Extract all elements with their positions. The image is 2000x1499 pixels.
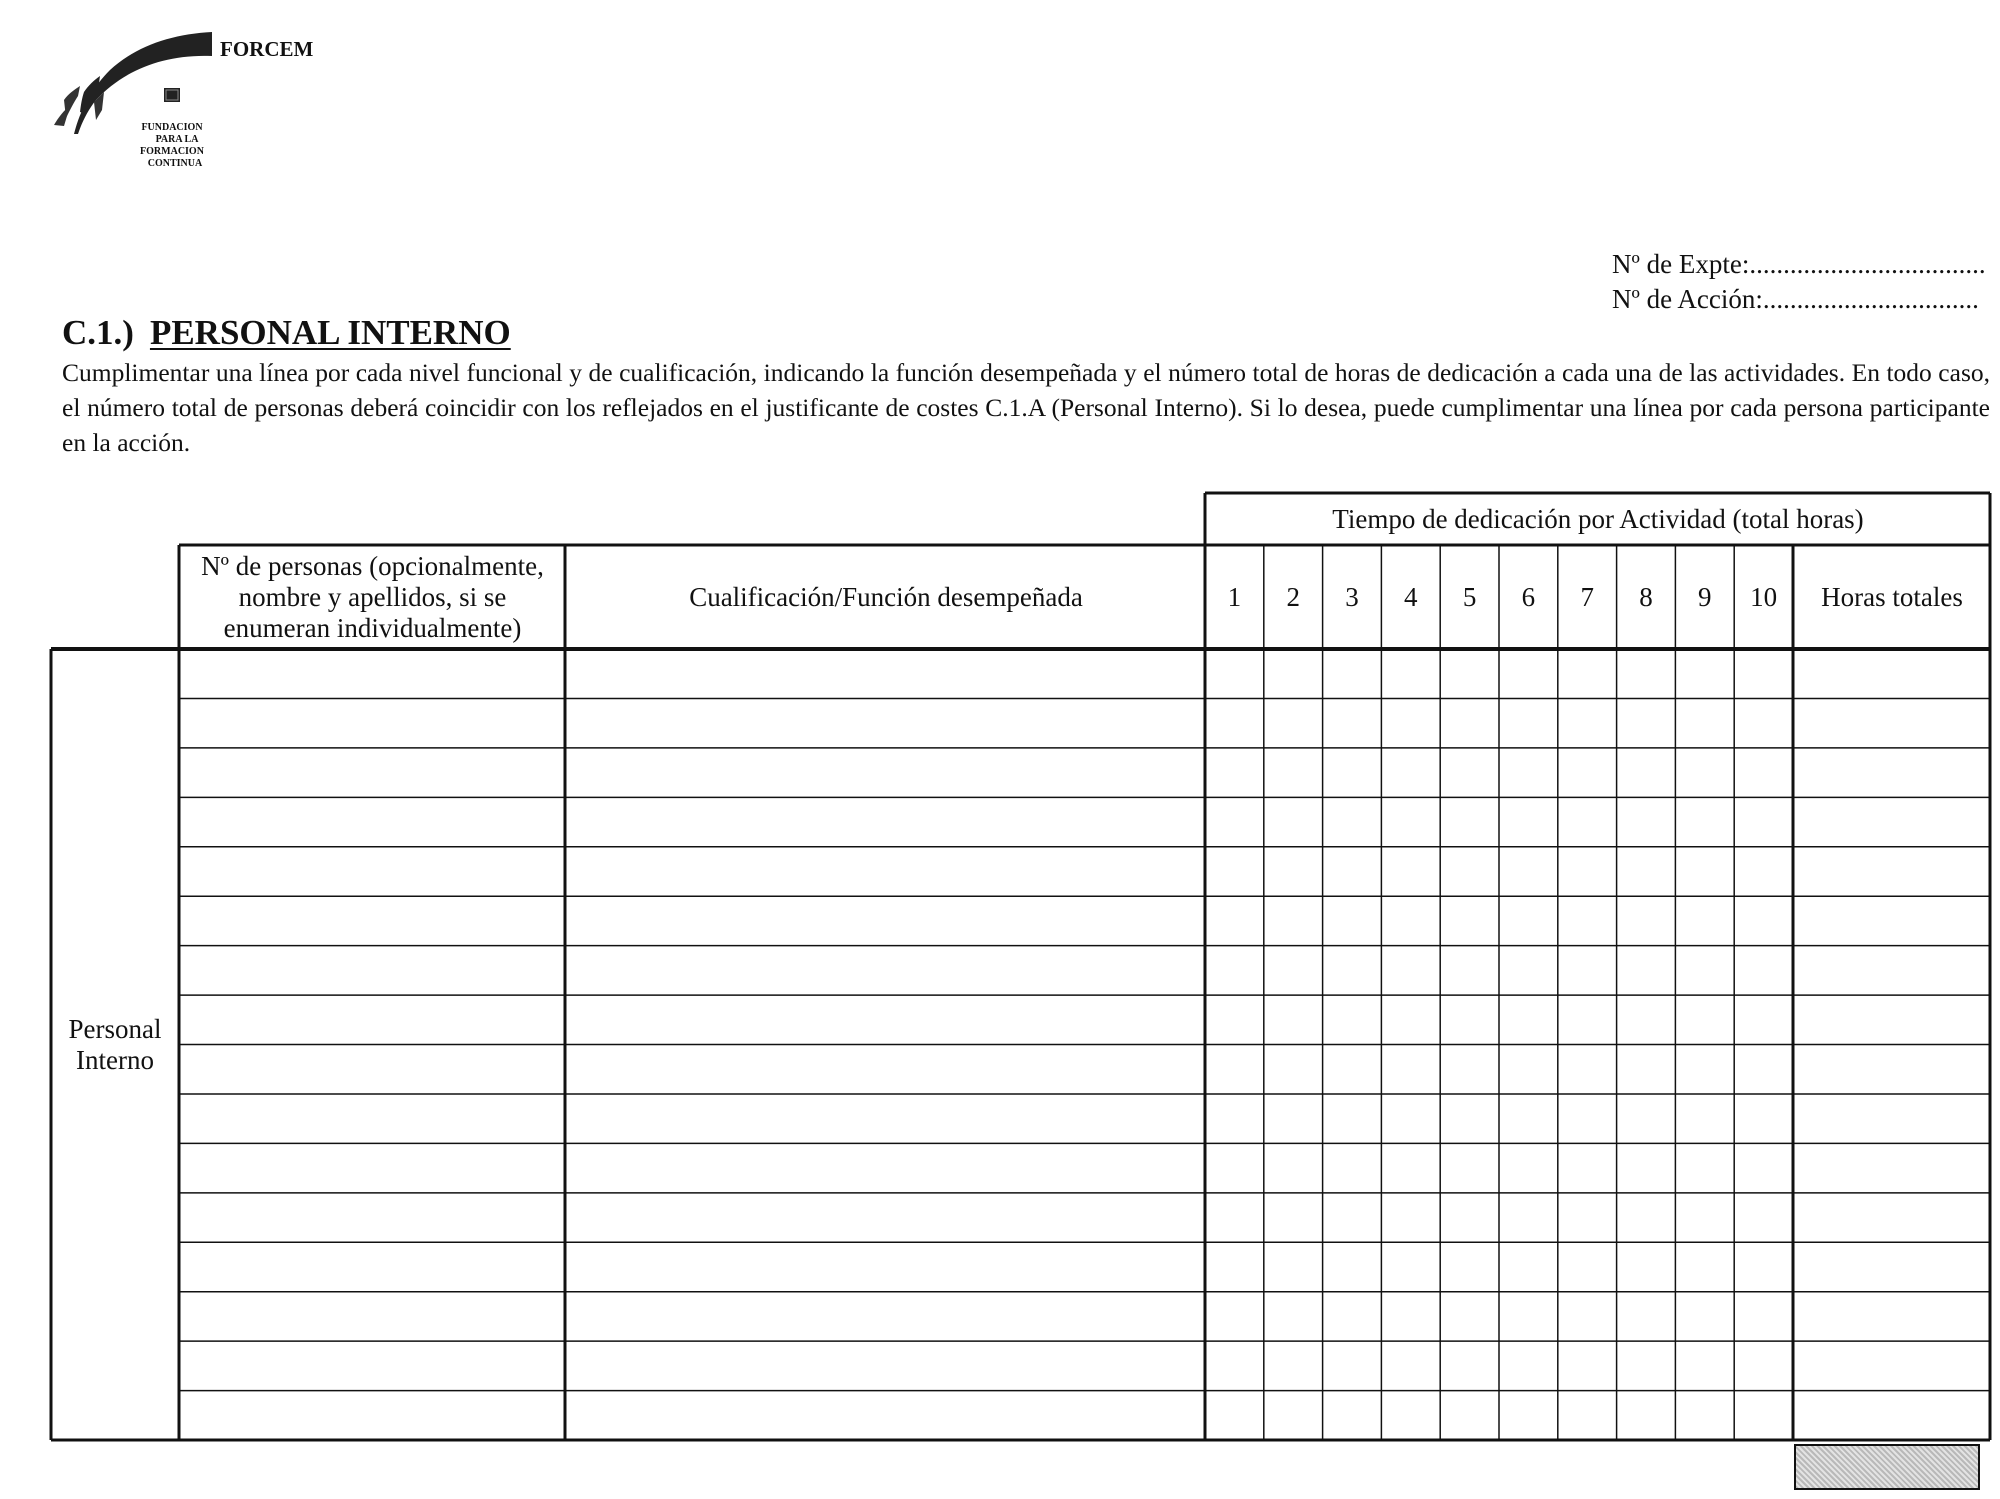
cell-activity-1[interactable] [1207, 1244, 1262, 1289]
col-header-activity-1: 1 [1227, 581, 1242, 612]
cell-activity-8[interactable] [1619, 849, 1674, 894]
cell-activity-9[interactable] [1677, 1294, 1732, 1339]
cell-activity-1[interactable] [1207, 849, 1262, 894]
cell-activity-8[interactable] [1619, 1096, 1674, 1141]
cell-activity-4[interactable] [1383, 1096, 1438, 1141]
col-header-activity-2: 2 [1286, 581, 1300, 612]
cell-activity-8[interactable] [1619, 948, 1674, 993]
cell-activity-8[interactable] [1619, 651, 1674, 696]
cell-personas[interactable] [181, 750, 563, 795]
cell-activity-5[interactable] [1442, 1393, 1497, 1438]
cell-activity-2[interactable] [1266, 1294, 1321, 1339]
cell-activity-2[interactable] [1266, 1047, 1321, 1092]
cell-activity-5[interactable] [1442, 700, 1497, 745]
cell-personas[interactable] [181, 1343, 563, 1388]
cell-personas[interactable] [181, 700, 563, 745]
cell-activity-8[interactable] [1619, 898, 1674, 943]
cell-activity-5[interactable] [1442, 898, 1497, 943]
cell-activity-4[interactable] [1383, 651, 1438, 696]
cell-activity-5[interactable] [1442, 799, 1497, 844]
cell-activity-9[interactable] [1677, 700, 1732, 745]
cell-horas-totales[interactable] [1795, 1195, 1988, 1240]
cell-activity-3[interactable] [1325, 651, 1380, 696]
cell-cualificacion[interactable] [567, 898, 1203, 943]
cell-personas[interactable] [181, 1096, 563, 1141]
cell-activity-3[interactable] [1325, 1393, 1380, 1438]
cell-activity-1[interactable] [1207, 799, 1262, 844]
cell-activity-6[interactable] [1501, 651, 1556, 696]
shaded-total-box [1794, 1444, 1980, 1490]
cell-activity-7[interactable] [1560, 1244, 1615, 1289]
cell-activity-3[interactable] [1325, 849, 1380, 894]
expte-label: Nº de Expte: [1612, 249, 1750, 279]
cell-horas-totales[interactable] [1795, 948, 1988, 993]
cell-activity-3[interactable] [1325, 898, 1380, 943]
cell-personas[interactable] [181, 799, 563, 844]
cell-personas[interactable] [181, 898, 563, 943]
cell-activity-10[interactable] [1736, 799, 1791, 844]
cell-activity-3[interactable] [1325, 1294, 1380, 1339]
cell-activity-1[interactable] [1207, 1047, 1262, 1092]
cell-activity-4[interactable] [1383, 700, 1438, 745]
accion-field[interactable]: ................................ [1762, 284, 1979, 314]
cell-personas[interactable] [181, 1294, 563, 1339]
cell-horas-totales[interactable] [1795, 997, 1988, 1042]
logo-subtitle: FUNDACION PARA LA FORMACION CONTINUA [140, 122, 204, 169]
cell-activity-7[interactable] [1560, 1195, 1615, 1240]
cell-cualificacion[interactable] [567, 1294, 1203, 1339]
cell-activity-3[interactable] [1325, 1145, 1380, 1190]
cell-personas[interactable] [181, 1145, 563, 1190]
col-header-activity-9: 9 [1698, 581, 1712, 612]
cell-activity-9[interactable] [1677, 1047, 1732, 1092]
cell-activity-2[interactable] [1266, 750, 1321, 795]
cell-activity-4[interactable] [1383, 1393, 1438, 1438]
cell-activity-6[interactable] [1501, 799, 1556, 844]
cell-horas-totales[interactable] [1795, 1343, 1988, 1388]
cell-cualificacion[interactable] [567, 700, 1203, 745]
cell-activity-1[interactable] [1207, 750, 1262, 795]
cell-activity-7[interactable] [1560, 1096, 1615, 1141]
cell-activity-7[interactable] [1560, 1343, 1615, 1388]
cell-activity-8[interactable] [1619, 1244, 1674, 1289]
group-header-tiempo: Tiempo de dedicación por Actividad (total horas) [1332, 503, 1864, 534]
cell-cualificacion[interactable] [567, 1195, 1203, 1240]
cell-activity-10[interactable] [1736, 1343, 1791, 1388]
cell-activity-10[interactable] [1736, 1145, 1791, 1190]
cell-activity-7[interactable] [1560, 799, 1615, 844]
cell-activity-5[interactable] [1442, 1343, 1497, 1388]
cell-horas-totales[interactable] [1795, 1047, 1988, 1092]
cell-personas[interactable] [181, 948, 563, 993]
cell-activity-5[interactable] [1442, 1244, 1497, 1289]
cell-horas-totales[interactable] [1795, 750, 1988, 795]
cell-activity-7[interactable] [1560, 1393, 1615, 1438]
cell-activity-4[interactable] [1383, 1343, 1438, 1388]
cell-activity-10[interactable] [1736, 1195, 1791, 1240]
cell-activity-7[interactable] [1560, 898, 1615, 943]
cell-activity-6[interactable] [1501, 1294, 1556, 1339]
cell-activity-4[interactable] [1383, 997, 1438, 1042]
cell-activity-9[interactable] [1677, 651, 1732, 696]
col-header-personas: Nº de personas (opcionalmente, nombre y apellidos, si se enumeran individualmente) [201, 550, 544, 643]
cell-activity-1[interactable] [1207, 1393, 1262, 1438]
cell-activity-6[interactable] [1501, 898, 1556, 943]
cell-cualificacion[interactable] [567, 1096, 1203, 1141]
cell-activity-10[interactable] [1736, 1096, 1791, 1141]
cell-activity-9[interactable] [1677, 750, 1732, 795]
col-header-activity-7: 7 [1580, 581, 1594, 612]
cell-cualificacion[interactable] [567, 651, 1203, 696]
col-header-cualificacion: Cualificación/Función desempeñada [689, 581, 1083, 612]
cell-personas[interactable] [181, 651, 563, 696]
cell-activity-7[interactable] [1560, 849, 1615, 894]
cell-activity-1[interactable] [1207, 997, 1262, 1042]
cell-activity-8[interactable] [1619, 997, 1674, 1042]
cell-cualificacion[interactable] [567, 849, 1203, 894]
cell-activity-1[interactable] [1207, 948, 1262, 993]
cell-activity-1[interactable] [1207, 898, 1262, 943]
cell-activity-7[interactable] [1560, 948, 1615, 993]
cell-activity-2[interactable] [1266, 1195, 1321, 1240]
cell-activity-8[interactable] [1619, 1393, 1674, 1438]
cell-activity-1[interactable] [1207, 1294, 1262, 1339]
cell-horas-totales[interactable] [1795, 898, 1988, 943]
cell-activity-4[interactable] [1383, 849, 1438, 894]
cell-activity-7[interactable] [1560, 651, 1615, 696]
cell-activity-4[interactable] [1383, 948, 1438, 993]
cell-cualificacion[interactable] [567, 750, 1203, 795]
cell-activity-10[interactable] [1736, 948, 1791, 993]
logo-brand: FORCEM [220, 37, 314, 61]
cell-activity-4[interactable] [1383, 1047, 1438, 1092]
cell-activity-4[interactable] [1383, 1145, 1438, 1190]
cell-activity-9[interactable] [1677, 1343, 1732, 1388]
cell-activity-3[interactable] [1325, 997, 1380, 1042]
cell-activity-2[interactable] [1266, 1244, 1321, 1289]
cell-activity-5[interactable] [1442, 948, 1497, 993]
section-number: C.1.) [62, 313, 134, 352]
cell-horas-totales[interactable] [1795, 1244, 1988, 1289]
cell-cualificacion[interactable] [567, 1393, 1203, 1438]
cell-activity-5[interactable] [1442, 1294, 1497, 1339]
cell-activity-6[interactable] [1501, 750, 1556, 795]
cell-personas[interactable] [181, 1244, 563, 1289]
cell-cualificacion[interactable] [567, 799, 1203, 844]
col-header-activity-4: 4 [1404, 581, 1418, 612]
cell-activity-2[interactable] [1266, 1096, 1321, 1141]
cell-activity-5[interactable] [1442, 1047, 1497, 1092]
cell-activity-8[interactable] [1619, 799, 1674, 844]
cell-activity-5[interactable] [1442, 997, 1497, 1042]
cell-activity-8[interactable] [1619, 1343, 1674, 1388]
cell-activity-1[interactable] [1207, 1195, 1262, 1240]
expte-field[interactable]: ................................... [1749, 249, 1986, 279]
col-header-activity-10: 10 [1750, 581, 1778, 612]
cell-activity-5[interactable] [1442, 1145, 1497, 1190]
section-title-text: PERSONAL INTERNO [149, 313, 511, 352]
cell-cualificacion[interactable] [567, 948, 1203, 993]
cell-activity-4[interactable] [1383, 1244, 1438, 1289]
cell-activity-2[interactable] [1266, 898, 1321, 943]
cell-activity-6[interactable] [1501, 700, 1556, 745]
cell-activity-9[interactable] [1677, 1195, 1732, 1240]
cell-activity-4[interactable] [1383, 1195, 1438, 1240]
cell-activity-7[interactable] [1560, 750, 1615, 795]
instructions-text: Cumplimentar una línea por cada nivel funcional y de cualificación, indicando la función desempeñada y el número total de horas de dedicación a cada una de las actividades. En todo caso, el número total de personas deberá coincidir con los reflejados en el justificante de costes C.1.A (Personal Interno). Si lo desea, puede cumplimentar una línea por cada persona participante en la acción. [62, 358, 1990, 457]
cell-activity-3[interactable] [1325, 1047, 1380, 1092]
cell-activity-3[interactable] [1325, 799, 1380, 844]
cell-horas-totales[interactable] [1795, 799, 1988, 844]
cell-activity-8[interactable] [1619, 1145, 1674, 1190]
cell-activity-7[interactable] [1560, 1294, 1615, 1339]
cell-horas-totales[interactable] [1795, 849, 1988, 894]
cell-activity-1[interactable] [1207, 1096, 1262, 1141]
cell-activity-1[interactable] [1207, 700, 1262, 745]
row-label-personal-interno: Personal Interno [68, 1014, 162, 1075]
accion-label: Nº de Acción: [1612, 284, 1763, 314]
cell-activity-9[interactable] [1677, 1096, 1732, 1141]
cell-activity-4[interactable] [1383, 898, 1438, 943]
cell-activity-2[interactable] [1266, 948, 1321, 993]
cell-activity-10[interactable] [1736, 700, 1791, 745]
cell-activity-2[interactable] [1266, 700, 1321, 745]
cell-activity-6[interactable] [1501, 1145, 1556, 1190]
cell-personas[interactable] [181, 1195, 563, 1240]
cell-cualificacion[interactable] [567, 1343, 1203, 1388]
cell-activity-9[interactable] [1677, 948, 1732, 993]
cell-activity-6[interactable] [1501, 997, 1556, 1042]
cell-activity-2[interactable] [1266, 849, 1321, 894]
cell-activity-9[interactable] [1677, 1145, 1732, 1190]
cell-activity-9[interactable] [1677, 849, 1732, 894]
cell-activity-5[interactable] [1442, 1096, 1497, 1141]
cell-activity-4[interactable] [1383, 1294, 1438, 1339]
col-header-activity-3: 3 [1345, 581, 1359, 612]
cell-activity-10[interactable] [1736, 997, 1791, 1042]
cell-activity-10[interactable] [1736, 1393, 1791, 1438]
cell-activity-6[interactable] [1501, 948, 1556, 993]
cell-activity-9[interactable] [1677, 997, 1732, 1042]
cell-horas-totales[interactable] [1795, 1145, 1988, 1190]
cell-activity-10[interactable] [1736, 1244, 1791, 1289]
cell-horas-totales[interactable] [1795, 1393, 1988, 1438]
cell-activity-8[interactable] [1619, 1294, 1674, 1339]
cell-activity-6[interactable] [1501, 1343, 1556, 1388]
cell-activity-2[interactable] [1266, 799, 1321, 844]
cell-activity-6[interactable] [1501, 1393, 1556, 1438]
cell-activity-7[interactable] [1560, 1145, 1615, 1190]
cell-horas-totales[interactable] [1795, 700, 1988, 745]
cell-cualificacion[interactable] [567, 997, 1203, 1042]
cell-activity-3[interactable] [1325, 948, 1380, 993]
cell-activity-10[interactable] [1736, 898, 1791, 943]
cell-activity-8[interactable] [1619, 1047, 1674, 1092]
cell-activity-9[interactable] [1677, 1244, 1732, 1289]
cell-activity-8[interactable] [1619, 750, 1674, 795]
cell-horas-totales[interactable] [1795, 1096, 1988, 1141]
cell-cualificacion[interactable] [567, 1047, 1203, 1092]
cell-activity-3[interactable] [1325, 1343, 1380, 1388]
cell-cualificacion[interactable] [567, 1145, 1203, 1190]
cell-activity-5[interactable] [1442, 651, 1497, 696]
cell-activity-9[interactable] [1677, 898, 1732, 943]
cell-personas[interactable] [181, 997, 563, 1042]
cell-activity-6[interactable] [1501, 1195, 1556, 1240]
cell-activity-2[interactable] [1266, 1343, 1321, 1388]
col-header-horas-totales: Horas totales [1821, 581, 1963, 612]
cell-horas-totales[interactable] [1795, 651, 1988, 696]
cell-activity-1[interactable] [1207, 1343, 1262, 1388]
cell-activity-1[interactable] [1207, 1145, 1262, 1190]
cell-activity-8[interactable] [1619, 1195, 1674, 1240]
cell-activity-3[interactable] [1325, 700, 1380, 745]
cell-activity-6[interactable] [1501, 1096, 1556, 1141]
cell-personas[interactable] [181, 1047, 563, 1092]
cell-activity-2[interactable] [1266, 1145, 1321, 1190]
cell-activity-10[interactable] [1736, 651, 1791, 696]
col-header-activity-5: 5 [1462, 581, 1477, 612]
cell-activity-3[interactable] [1325, 1195, 1380, 1240]
cell-activity-2[interactable] [1266, 1393, 1321, 1438]
cell-horas-totales[interactable] [1795, 1294, 1988, 1339]
cell-activity-9[interactable] [1677, 1393, 1732, 1438]
cell-activity-6[interactable] [1501, 1047, 1556, 1092]
cell-activity-6[interactable] [1501, 849, 1556, 894]
col-header-activity-6: 6 [1521, 581, 1536, 612]
cell-personas[interactable] [181, 849, 563, 894]
cell-activity-10[interactable] [1736, 1294, 1791, 1339]
cell-activity-3[interactable] [1325, 750, 1380, 795]
cell-activity-10[interactable] [1736, 849, 1791, 894]
cell-activity-2[interactable] [1266, 997, 1321, 1042]
cell-activity-3[interactable] [1325, 1244, 1380, 1289]
cell-activity-7[interactable] [1560, 997, 1615, 1042]
cell-activity-5[interactable] [1442, 849, 1497, 894]
cell-cualificacion[interactable] [567, 1244, 1203, 1289]
col-header-activity-8: 8 [1639, 581, 1653, 612]
cell-activity-5[interactable] [1442, 750, 1497, 795]
cell-activity-10[interactable] [1736, 1047, 1791, 1092]
cell-activity-2[interactable] [1266, 651, 1321, 696]
cell-activity-4[interactable] [1383, 750, 1438, 795]
cell-activity-9[interactable] [1677, 799, 1732, 844]
cell-activity-10[interactable] [1736, 750, 1791, 795]
cell-activity-3[interactable] [1325, 1096, 1380, 1141]
cell-activity-1[interactable] [1207, 651, 1262, 696]
cell-activity-6[interactable] [1501, 1244, 1556, 1289]
cell-activity-7[interactable] [1560, 1047, 1615, 1092]
cell-activity-4[interactable] [1383, 799, 1438, 844]
cell-personas[interactable] [181, 1393, 563, 1438]
cell-activity-5[interactable] [1442, 1195, 1497, 1240]
cell-activity-7[interactable] [1560, 700, 1615, 745]
cell-activity-8[interactable] [1619, 700, 1674, 745]
